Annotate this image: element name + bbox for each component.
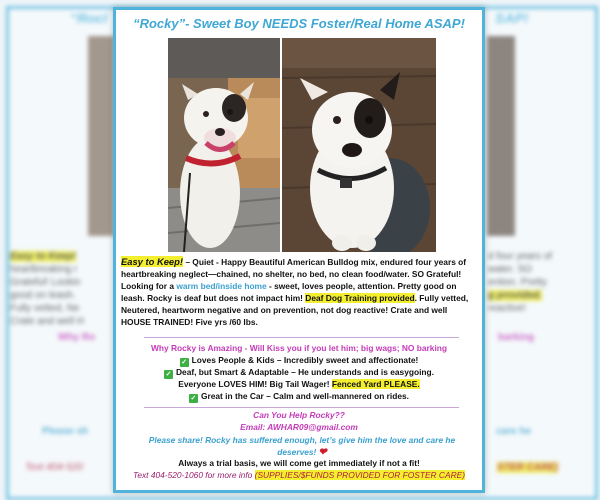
easy-to-keep-heading: Easy to Keep! <box>121 256 183 267</box>
warm-home-phrase: warm bed/inside home <box>176 281 267 291</box>
checkmark-icon: ✓ <box>181 359 188 366</box>
heart-icon: ❤ <box>318 447 327 458</box>
checkmark-icon: ✓ <box>190 395 197 402</box>
contact-text[interactable]: Text 404-520-1060 for more info <box>132 470 255 480</box>
help-heading: Can You Help Rocky?? <box>253 410 345 420</box>
why-heading: Why Rocky is Amazing - Will Kiss you if you let him; big wags; NO barking <box>150 343 448 353</box>
background-share-left: Please sh <box>42 426 89 437</box>
photo-rocky-sitting-svg <box>168 38 280 252</box>
share-text <box>134 434 470 459</box>
background-title-left: “Rocl <box>70 10 108 26</box>
contact-line <box>116 470 482 480</box>
description-part-2: - sweet, loves people, attention. Pretty good on leash. Rocky is deaf but does not impact him! <box>121 281 457 303</box>
flyer-card <box>113 7 485 493</box>
background-contact-right: STER CARE) <box>497 462 559 473</box>
point-everyone-loves <box>116 379 482 389</box>
background-title-right: SAP! <box>495 10 529 26</box>
trial-basis-text: Always a trial basis, we will come get immediately if not a fit! <box>178 458 420 468</box>
description-part-1: – Quiet - Happy Beautiful American Bulldog mix, endured four years of heartbreaking neglect—chained, no shelter, no bed, no clean food/water. SO Grateful! Looking for a <box>121 257 467 291</box>
photo-rocky-closeup <box>282 38 436 252</box>
divider <box>144 407 459 408</box>
photo-rocky-closeup-svg <box>282 38 436 252</box>
background-text-right: d four years of water. SO ention. Pretty g provided. reactive! <box>488 251 552 314</box>
background-share-right: care he <box>496 426 532 437</box>
point-text: Great in the Car – Calm and well-mannered on rides. <box>200 391 410 401</box>
email-text[interactable]: Email: AWHAR09@gmail.com <box>240 422 358 432</box>
point-text: Everyone LOVES HIM! Big Tail Wager! <box>178 379 332 389</box>
background-photo-left <box>88 36 114 236</box>
flyer-title: “Rocky”- Sweet Boy NEEDS Foster/Real Home ASAP! <box>133 16 465 31</box>
point-great-in-car <box>116 391 482 403</box>
fenced-yard-highlight: Fenced Yard PLEASE. <box>331 379 420 389</box>
background-photo-right <box>487 36 515 236</box>
point-text: Loves People & Kids – Incredibly sweet and affectionate! <box>191 355 419 365</box>
background-contact-left: Text 404-520 <box>25 462 84 473</box>
divider <box>144 337 459 338</box>
point-text: Deaf, but Smart & Adaptable – He understands and is easygoing. <box>176 367 434 377</box>
background-text-left: Easy to Keep! heartbreaking r Grateful! Lookin good on leash. Fully vetted, Ne Crate and well H <box>10 251 84 327</box>
description <box>121 256 479 328</box>
point-loves-people <box>116 355 482 367</box>
background-why-left: Why Ro <box>58 332 96 343</box>
share-message: Please share! Rocky has suffered enough, let’s give him the love and care he deserves! <box>148 435 456 457</box>
background-why-right: barking <box>498 332 535 343</box>
description-part-3: . Fully vetted, Neutered, heartworm negative and on prevention, not dog reactive! Crate and well HOUSE TRAINED! Five yrs /60 lbs. <box>121 293 469 327</box>
funds-highlight: (SUPPLIES/$FUNDS PROVIDED FOR FOSTER CARE) <box>254 470 465 480</box>
point-deaf-smart <box>116 367 482 379</box>
photo-rocky-sitting <box>168 38 280 252</box>
checkmark-icon: ✓ <box>165 371 172 378</box>
deaf-training-highlight: Deaf Dog Training provided <box>305 293 415 303</box>
